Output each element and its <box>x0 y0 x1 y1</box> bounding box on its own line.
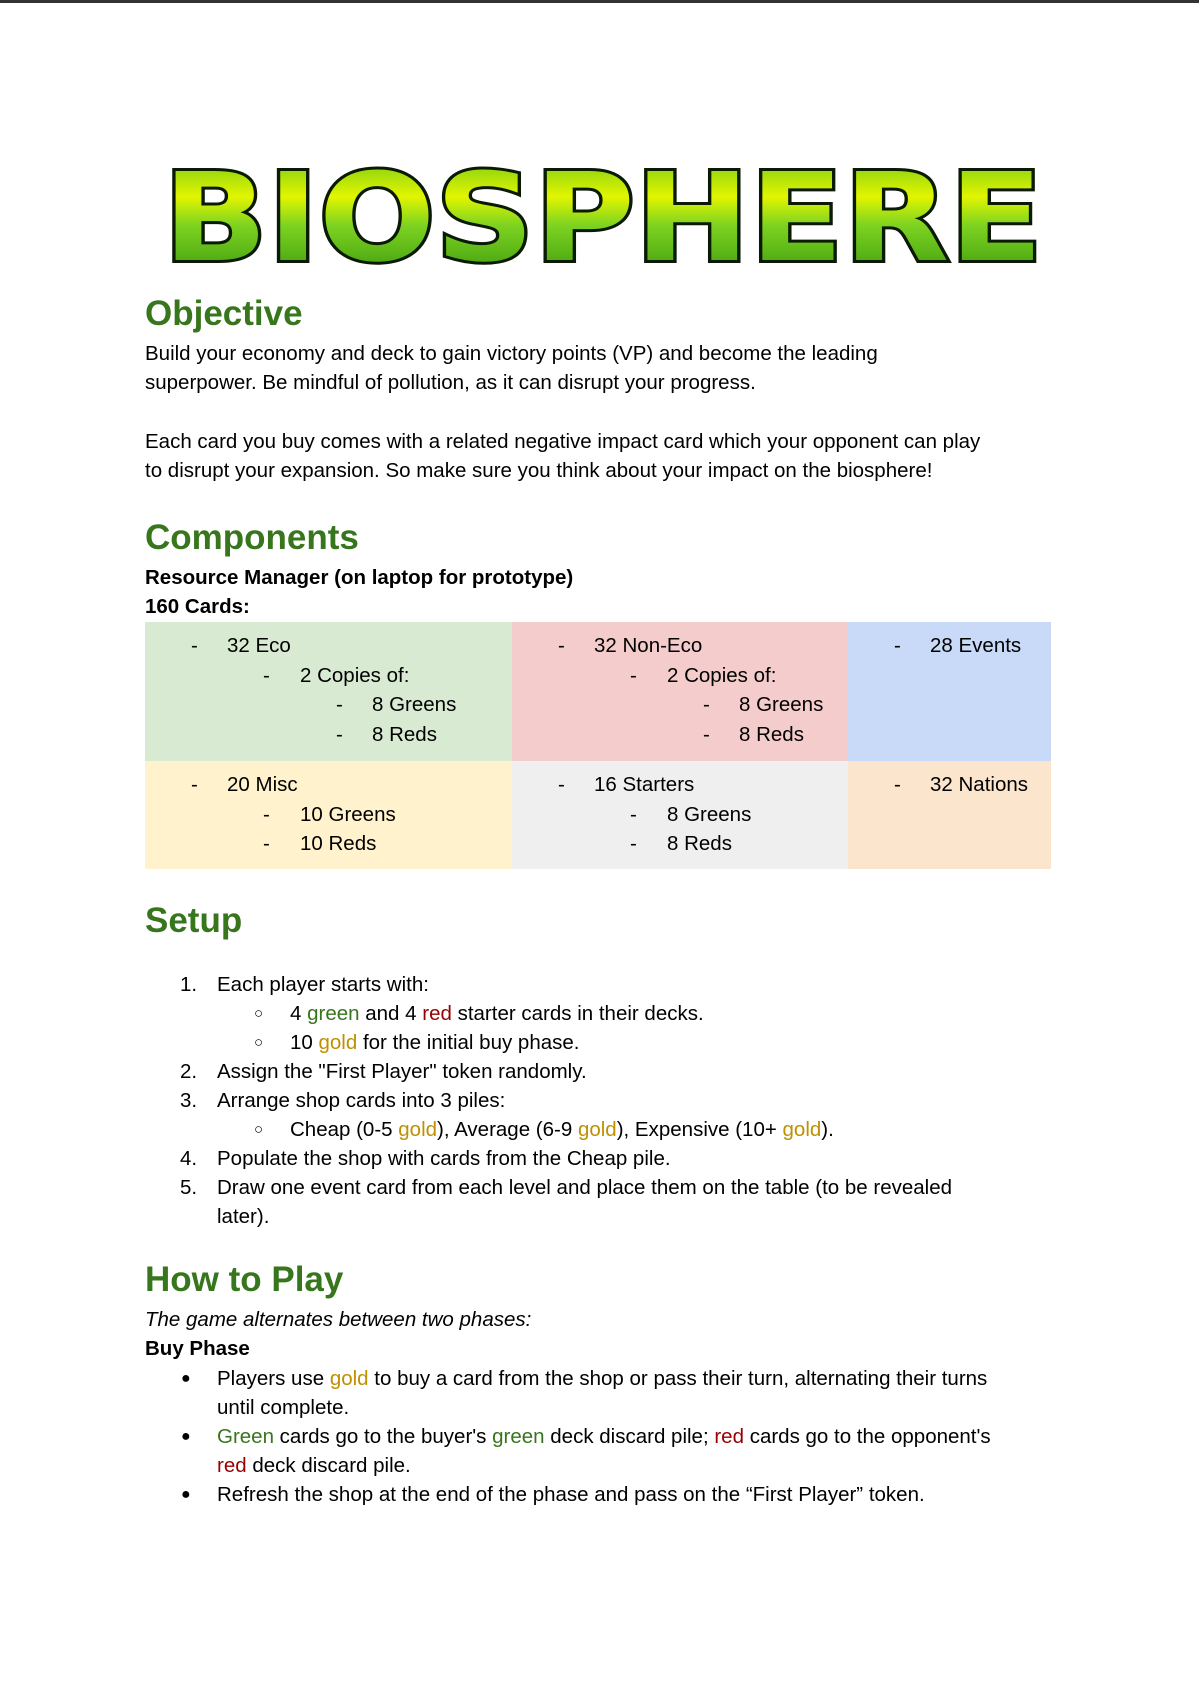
card-list-text: 2 Copies of: <box>667 663 777 687</box>
buy-phase-subheading: Buy Phase <box>145 1337 250 1360</box>
card-list-item <box>512 829 848 859</box>
red-keyword: red <box>422 1002 452 1025</box>
step-text: Each player starts with: <box>217 973 429 996</box>
gold-keyword: gold <box>329 1367 369 1390</box>
step-text: Arrange shop cards into 3 piles: <box>217 1089 506 1112</box>
dash-bullet-icon: - <box>630 832 637 855</box>
cell-starters <box>512 761 848 869</box>
step-text: 4 green and 4 red starter cards in their decks. <box>290 1002 704 1025</box>
card-list-text: 8 Reds <box>739 722 804 746</box>
step-number: 5. <box>180 1176 198 1199</box>
card-list-text: 10 Reds <box>300 832 377 855</box>
dash-bullet-icon: - <box>630 802 637 826</box>
card-list-item <box>512 800 848 830</box>
card-list-item <box>145 800 512 830</box>
step-number: 3. <box>180 1089 198 1112</box>
dash-bullet-icon: - <box>703 693 710 716</box>
how-to-play-intro: The game alternates between two phases: <box>145 1308 532 1331</box>
card-list-text: 20 Misc <box>227 773 298 796</box>
cell-misc <box>145 761 512 869</box>
dash-bullet-icon: - <box>191 634 198 657</box>
card-list-text: 28 Events <box>930 634 1022 657</box>
objective-paragraph-line: Each card you buy comes with a related negative impact card which your opponent can play <box>145 430 981 453</box>
dash-bullet-icon: - <box>558 634 565 657</box>
bullet-text: Refresh the shop at the end of the phase and pass on the “First Player” token. <box>217 1483 925 1506</box>
step-text: Populate the shop with cards from the Cheap pile. <box>217 1147 671 1170</box>
card-list-item <box>512 661 848 691</box>
bullet-icon: ● <box>181 1428 191 1445</box>
card-list-text: 32 Non-Eco <box>594 634 703 657</box>
components-heading: Components <box>145 518 359 557</box>
step-text: 10 gold for the initial buy phase. <box>290 1031 580 1054</box>
card-list-item <box>145 661 512 691</box>
objective-paragraph-line: Build your economy and deck to gain victory points (VP) and become the leading <box>145 342 878 365</box>
green-keyword: green <box>307 1002 360 1025</box>
bullet-text: red deck discard pile. <box>217 1454 411 1477</box>
step-text: later). <box>217 1205 270 1228</box>
dash-bullet-icon: - <box>336 693 343 716</box>
bullet-text: until complete. <box>217 1396 350 1419</box>
resource-manager-label: Resource Manager (on laptop for prototype) <box>145 566 574 589</box>
step-number: 2. <box>180 1060 198 1083</box>
card-list-item <box>848 631 1051 661</box>
red-keyword: red <box>217 1454 247 1477</box>
dash-bullet-icon: - <box>703 722 710 746</box>
bullet-icon: ● <box>181 1370 191 1387</box>
card-list-item <box>512 690 848 720</box>
step-number: 1. <box>180 973 198 996</box>
cell-events <box>848 622 1051 761</box>
card-list-text: 32 Eco <box>227 634 291 657</box>
window-top-border <box>0 0 1199 3</box>
cell-nations <box>848 761 1051 869</box>
card-list-text: 8 Greens <box>667 802 752 826</box>
cell-non-eco <box>512 622 848 761</box>
card-list-item <box>512 631 848 661</box>
dash-bullet-icon: - <box>263 663 270 687</box>
red-keyword: red <box>714 1425 744 1448</box>
card-list-item <box>512 770 848 800</box>
card-list-text: 8 Reds <box>372 722 437 746</box>
card-composition-table <box>145 622 1051 869</box>
card-count-label: 160 Cards: <box>145 595 250 618</box>
dash-bullet-icon: - <box>558 773 565 796</box>
objective-heading: Objective <box>145 294 303 333</box>
hollow-bullet-icon: ○ <box>254 1121 264 1138</box>
card-list-item <box>145 631 512 661</box>
card-list-text: 10 Greens <box>300 802 396 826</box>
cell-eco <box>145 622 512 761</box>
gold-keyword: gold <box>398 1118 438 1141</box>
hollow-bullet-icon: ○ <box>254 1034 264 1051</box>
hollow-bullet-icon: ○ <box>254 1005 264 1022</box>
card-list-item <box>145 829 512 859</box>
card-list-item <box>145 770 512 800</box>
card-list-item <box>512 720 848 750</box>
step-text: Draw one event card from each level and place them on the table (to be revealed <box>217 1176 953 1199</box>
gold-keyword: gold <box>318 1031 358 1054</box>
objective-paragraph-line: superpower. Be mindful of pollution, as it can disrupt your progress. <box>145 371 756 394</box>
dash-bullet-icon: - <box>263 802 270 826</box>
card-list-item <box>848 770 1051 800</box>
card-list-text: 16 Starters <box>594 773 695 796</box>
bullet-text: Players use gold to buy a card from the shop or pass their turn, alternating their turns <box>217 1367 988 1390</box>
card-list-text: 8 Greens <box>372 693 457 716</box>
setup-heading: Setup <box>145 901 243 940</box>
gold-keyword: gold <box>577 1118 617 1141</box>
card-list-text: 32 Nations <box>930 773 1029 796</box>
card-list-text: 8 Reds <box>667 832 732 855</box>
dash-bullet-icon: - <box>263 832 270 855</box>
bullet-icon: ● <box>181 1486 191 1503</box>
gold-keyword: gold <box>782 1118 822 1141</box>
step-number: 4. <box>180 1147 198 1170</box>
dash-bullet-icon: - <box>336 722 343 746</box>
step-text: Assign the "First Player" token randomly. <box>217 1060 587 1083</box>
green-keyword: Green <box>217 1425 274 1448</box>
objective-paragraph-line: to disrupt your expansion. So make sure you think about your impact on the biosphere! <box>145 459 933 482</box>
green-keyword: green <box>492 1425 545 1448</box>
card-list-item <box>145 690 512 720</box>
how-to-play-heading: How to Play <box>145 1260 344 1299</box>
dash-bullet-icon: - <box>894 773 901 796</box>
bullet-text: Green cards go to the buyer's green deck discard pile; red cards go to the opponent's <box>217 1425 991 1448</box>
card-list-text: 8 Greens <box>739 693 824 716</box>
card-list-text: 2 Copies of: <box>300 663 410 687</box>
logo-text: BIOSPHERE <box>163 156 1043 276</box>
biosphere-logo <box>153 156 1053 276</box>
step-text: Cheap (0-5 gold), Average (6-9 gold), Expensive (10+ gold). <box>290 1118 834 1141</box>
dash-bullet-icon: - <box>894 634 901 657</box>
dash-bullet-icon: - <box>191 773 198 796</box>
dash-bullet-icon: - <box>630 663 637 687</box>
card-list-item <box>145 720 512 750</box>
